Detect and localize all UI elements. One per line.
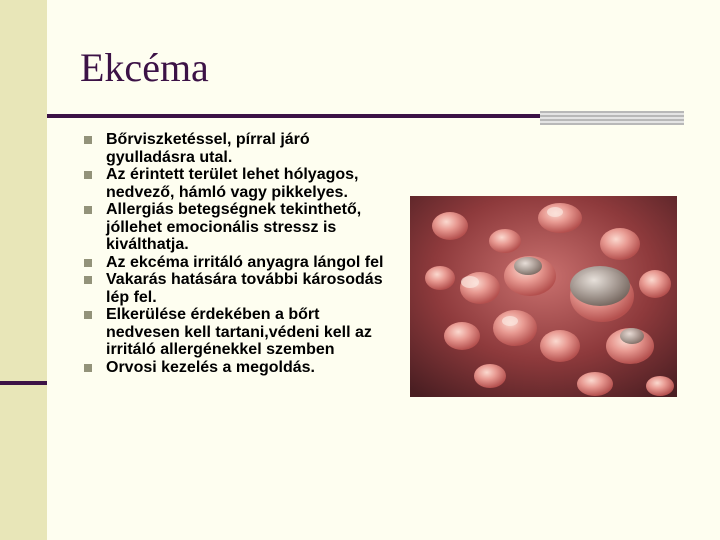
- bullet-item: [84, 306, 384, 359]
- bullet-text: Az érintett terület lehet hólyagos, nedvező, hámló vagy pikkelyes.: [106, 166, 359, 201]
- square-bullet-icon: [84, 136, 92, 144]
- square-bullet-icon: [84, 364, 92, 372]
- bullet-item: [84, 254, 384, 272]
- square-bullet-icon: [84, 171, 92, 179]
- left-decorative-band: [0, 0, 47, 540]
- bullet-text: Vakarás hatására további károsodás lép fel.: [106, 271, 383, 306]
- slide-title: Ekcéma: [80, 45, 209, 90]
- bullet-item: [84, 201, 384, 254]
- bullet-item: [84, 359, 384, 377]
- bullet-text: Bőrviszketéssel, pírral járó gyulladásra utal.: [106, 131, 310, 166]
- square-bullet-icon: [84, 311, 92, 319]
- title-underline-hatch: [540, 111, 684, 125]
- bullet-item: [84, 166, 384, 201]
- title-underline: [47, 114, 547, 118]
- square-bullet-icon: [84, 259, 92, 267]
- eczema-skin-photo: [410, 196, 677, 397]
- bullet-text: Allergiás betegségnek tekinthető, jóllehet emocionális stressz is kiválthatja.: [106, 201, 362, 253]
- bullet-item: [84, 271, 384, 306]
- eczema-photo-illustration: [410, 196, 677, 397]
- bullet-item: [84, 131, 384, 166]
- bullet-text: Elkerülése érdekében a bőrt nedvesen kell tartani,védeni kell az irritáló allergénekkel szemben: [106, 306, 372, 358]
- bullet-text: Orvosi kezelés a megoldás.: [106, 358, 315, 376]
- square-bullet-icon: [84, 206, 92, 214]
- square-bullet-icon: [84, 276, 92, 284]
- left-accent-bar: [0, 381, 47, 385]
- bullet-text: Az ekcéma irritáló anyagra lángol fel: [106, 253, 384, 271]
- bullet-list: [84, 131, 384, 376]
